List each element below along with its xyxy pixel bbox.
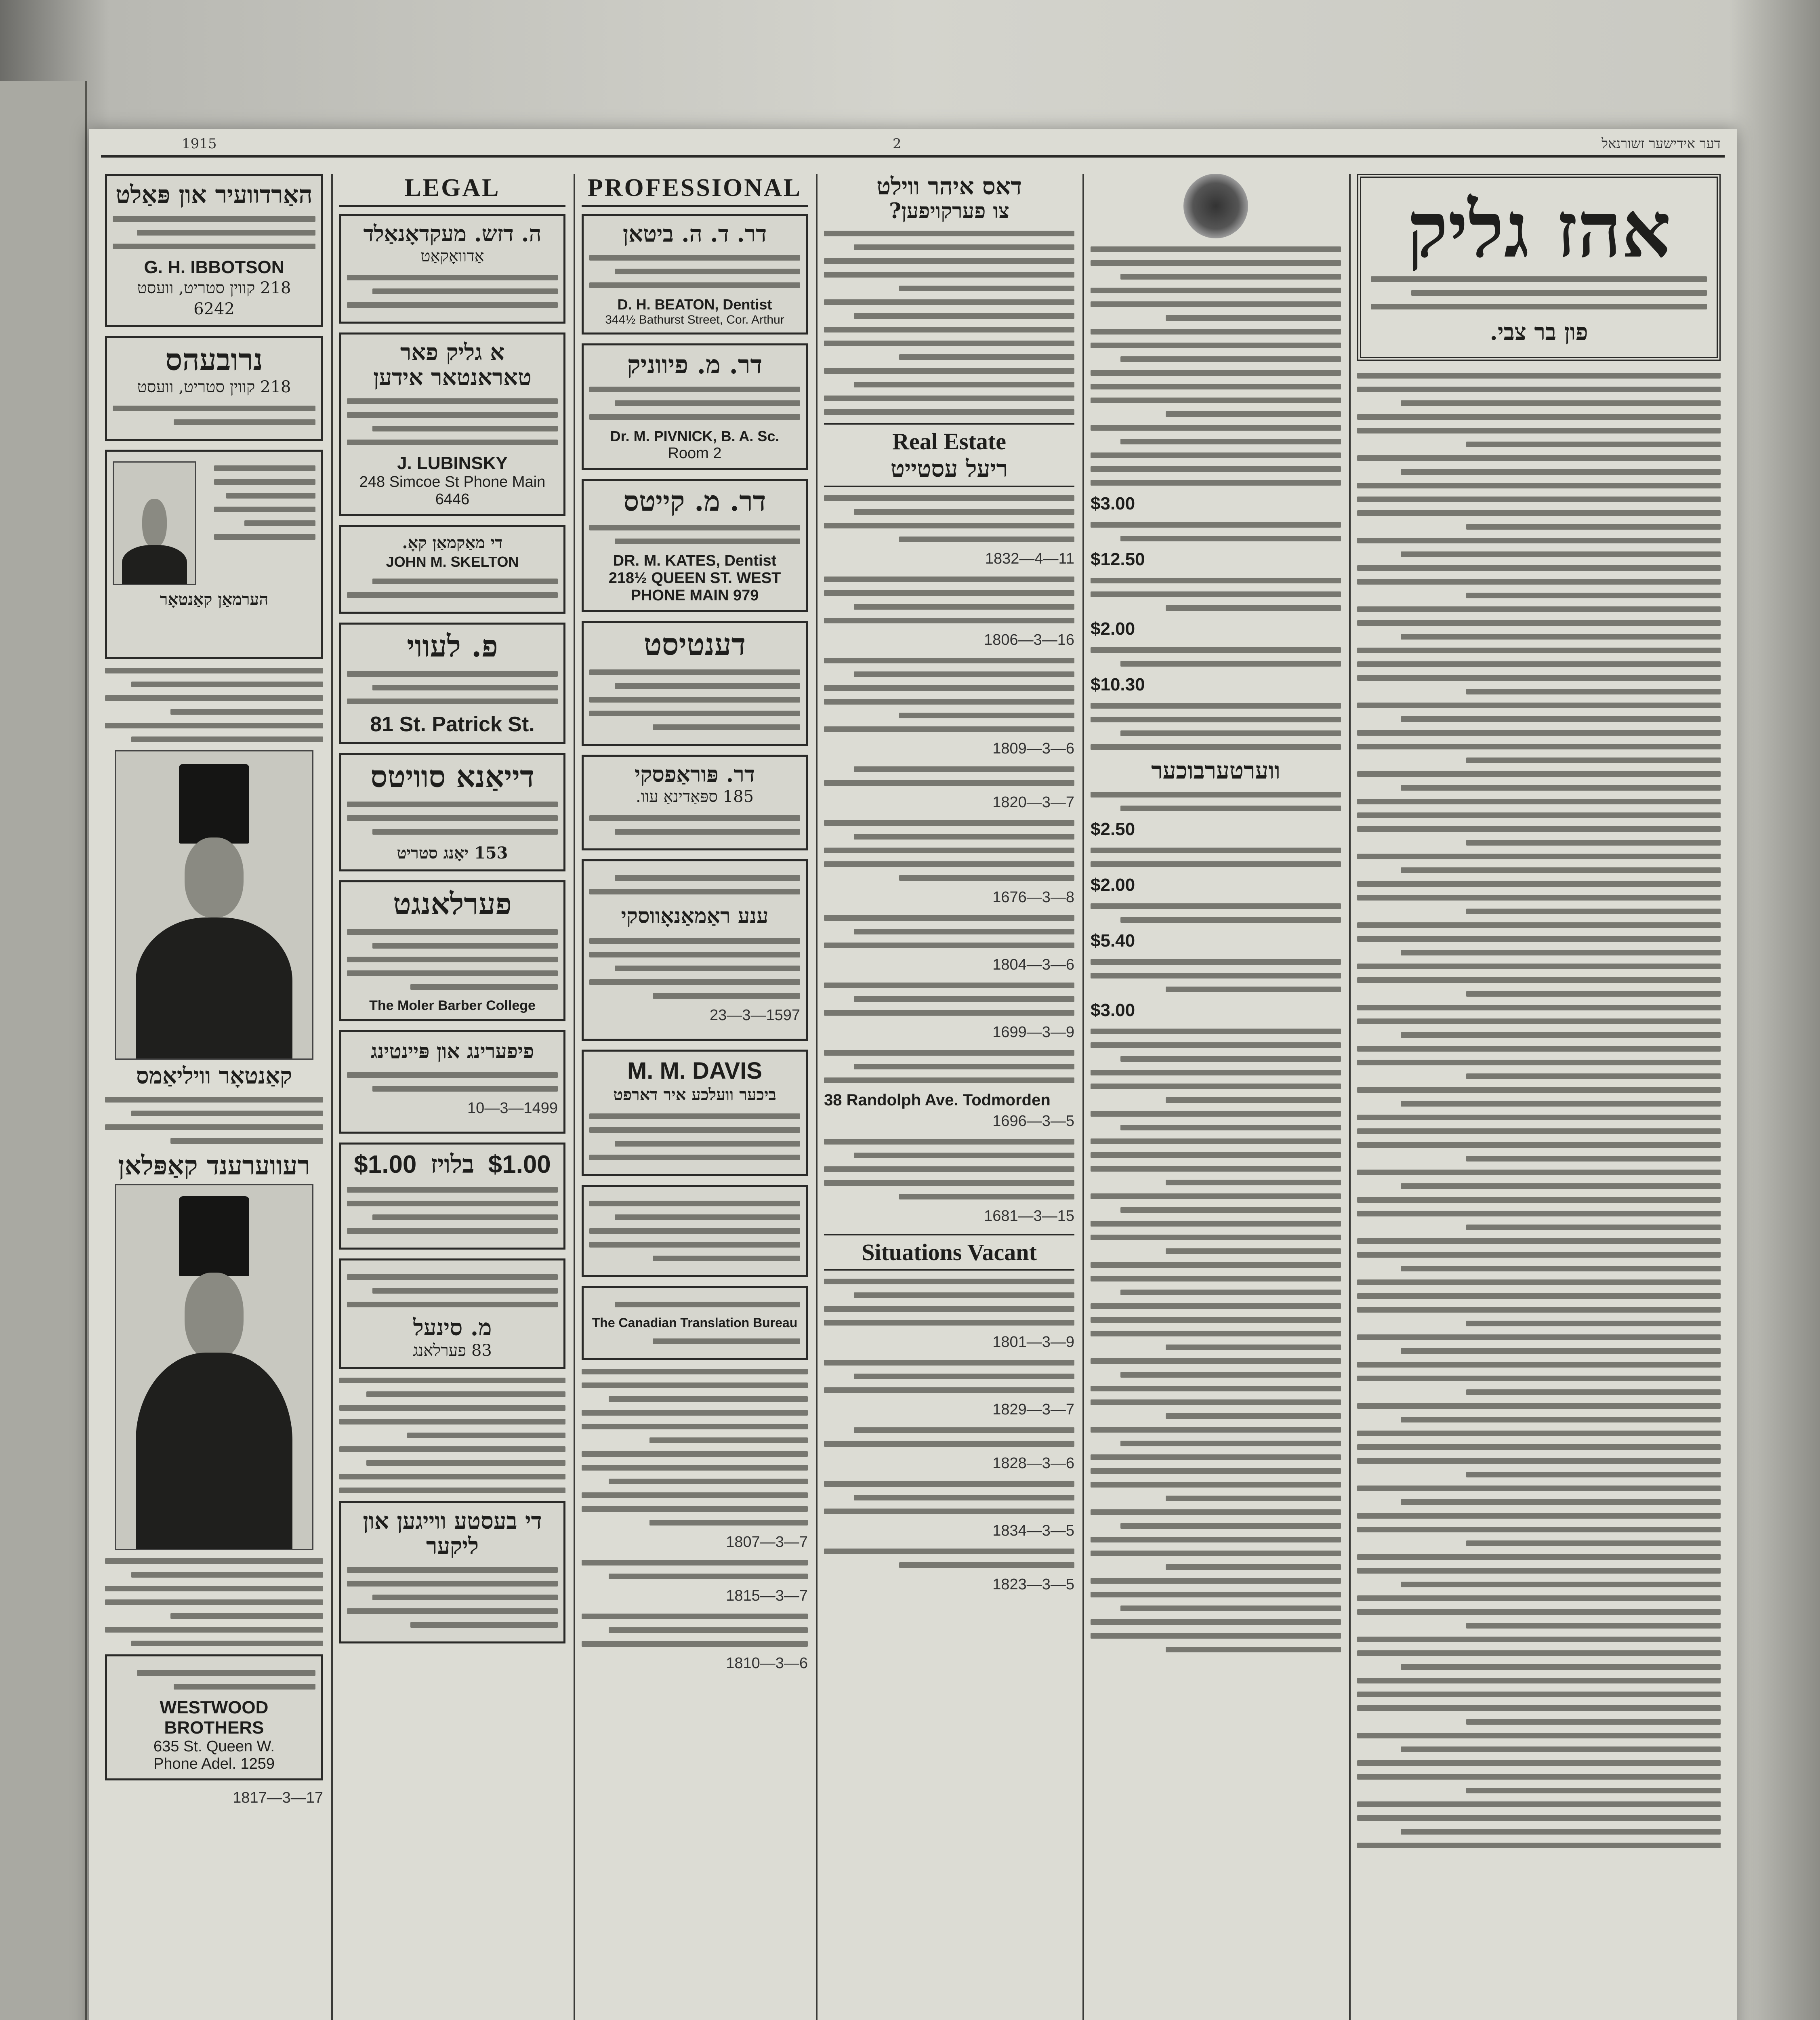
newspaper-page	[89, 129, 1737, 2020]
ad-title: מ. סינעל	[413, 1314, 492, 1341]
ad-notice	[582, 1185, 808, 1277]
ad-wine-liquor	[339, 1501, 565, 1643]
column-3	[582, 174, 808, 2020]
price: $2.00	[1091, 875, 1135, 895]
ad-beaton	[582, 214, 808, 335]
ad-title: האַרדוועיר און פּאַלט	[116, 181, 313, 209]
ad-serial: 1676—3—8	[992, 888, 1074, 906]
price: $5.40	[1091, 930, 1135, 951]
ad-address: 248 Simcoe St Phone Main 6446	[359, 473, 546, 508]
ad-address: 153 יאָנג סטריט	[397, 844, 508, 863]
ad-address: 218 קווין סטריט, וועסט	[137, 378, 291, 397]
ad-serial: 1820—3—7	[992, 793, 1074, 811]
price: $12.50	[1091, 549, 1145, 569]
ad-title: בלויז	[430, 1149, 475, 1179]
coat-of-arms-icon	[1183, 174, 1248, 238]
ad-romanovsky	[582, 859, 808, 1041]
ad-title: פיפערינג און פּיינטינג	[370, 1039, 534, 1063]
ad-address: 635 St. Queen W.	[153, 1738, 275, 1755]
ad-serial: 1817—3—17	[233, 1789, 323, 1807]
classifieds-heading: דאס איהר ווילט	[876, 174, 1022, 200]
folio-date: 1915	[182, 136, 217, 152]
ad-porafsky	[582, 755, 808, 850]
section-title-en: Real Estate	[892, 428, 1006, 455]
ad-westwood	[105, 1654, 323, 1780]
ad-lubinsky	[339, 332, 565, 516]
ad-serial: 1810—3—6	[726, 1654, 808, 1672]
ad-title: דר. פּוראַפסקי	[635, 761, 755, 787]
ad-title: ה. דזש. מעקדאָנאַלד	[363, 221, 542, 246]
column-2	[339, 174, 565, 2020]
ad-pivnick	[582, 343, 808, 470]
ad-address: 218 קווין סטריט, וועסט	[137, 279, 291, 297]
ad-hardware	[105, 174, 323, 327]
column-rule	[331, 174, 333, 2020]
ad-serial: 1807—3—7	[726, 1533, 808, 1551]
reverend-portrait	[115, 1184, 313, 1550]
ad-levy	[339, 623, 565, 744]
column-4-classifieds	[824, 174, 1074, 2020]
ad-address: 81 St. Patrick St.	[370, 712, 535, 736]
dictionary-section-heading: ווערטערבוכער	[1151, 757, 1280, 784]
ad-title: פ. לעווי	[407, 629, 498, 664]
ad-name: D. H. BEATON, Dentist	[617, 296, 772, 313]
ad-sub: ביכער וועלכע איר דארפט	[613, 1085, 776, 1104]
column-rule	[1082, 174, 1084, 2020]
cantor-name: קאַנטאָר וויליאַמס	[136, 1063, 292, 1090]
ad-title: פערלאנגט	[393, 887, 512, 922]
price: $1.00	[354, 1150, 417, 1178]
ad-name: The Canadian Translation Bureau	[592, 1315, 798, 1330]
ad-serial: 1499—3—10	[467, 1099, 558, 1117]
ad-name: WESTWOOD BROTHERS	[160, 1698, 269, 1738]
ad-phone: PHONE MAIN 979	[630, 587, 759, 604]
ad-title: א גליק פאר טאראנטאר אידען	[373, 339, 532, 391]
ad-title: דענטיסט	[643, 627, 746, 662]
section-title-he: ריעל עסטייט	[890, 455, 1008, 482]
feature-title-box	[1357, 174, 1721, 361]
real-estate-header	[824, 423, 1074, 487]
section-header-professional: PROFESSIONAL	[582, 174, 808, 207]
ad-address: 38 Randolph Ave. Todmorden	[824, 1091, 1051, 1109]
ad-name: JOHN M. SKELTON	[386, 553, 519, 570]
adjacent-page-strip	[0, 81, 87, 2020]
price: $1.00	[488, 1150, 551, 1178]
ad-serial: 1823—3—5	[992, 1576, 1074, 1593]
portrait-photo	[113, 461, 196, 585]
ad-serial: 1815—3—7	[726, 1587, 808, 1604]
ad-address: 218½ QUEEN ST. WEST	[608, 569, 781, 587]
ad-serial: 1699—3—9	[992, 1023, 1074, 1041]
ad-serial: 1597—3—23	[710, 1006, 800, 1024]
price: $3.00	[1091, 494, 1135, 513]
section-header-legal: LEGAL	[339, 174, 565, 207]
price: $10.30	[1091, 675, 1145, 694]
ad-diana-sweets	[339, 753, 565, 871]
ad-title: דר. מ. פיווניק	[627, 349, 763, 379]
ad-macdonald	[339, 214, 565, 324]
ad-title: נרובעהס	[165, 343, 263, 377]
top-rule	[101, 155, 1725, 158]
ad-name: DR. M. KATES, Dentist	[613, 552, 777, 569]
ad-title: דר. מ. קייטס	[623, 485, 766, 518]
folio-page-number: 2	[893, 136, 902, 152]
cantor-portrait-large	[115, 750, 313, 1060]
ad-title: דייאַנא סוויטס	[370, 759, 534, 794]
ad-name: G. H. IBBOTSON	[144, 257, 284, 277]
ad-davis	[582, 1050, 808, 1176]
ad-name: J. LUBINSKY	[397, 453, 508, 473]
ad-phone: 6242	[193, 300, 235, 318]
feature-body	[1357, 373, 1721, 1848]
ad-title: הערמאַן קאַנטאָר	[160, 590, 269, 609]
reverend-name: רעווערענד קאַפּלאן	[118, 1150, 310, 1181]
ad-translation-bureau	[582, 1286, 808, 1360]
ad-serial: 1832—4—11	[985, 550, 1074, 567]
ad-title: די מאַקמאַן קאָ.	[402, 533, 503, 552]
ad-phone: Phone Adel. 1259	[153, 1755, 275, 1773]
price: $2.00	[1091, 619, 1135, 639]
classifieds-subheading: צו פערקויפען?	[889, 198, 1010, 223]
ad-name: Dr. M. PIVNICK, B. A. Sc.	[610, 427, 780, 444]
ad-sub: אַדוואָקאַט	[420, 247, 484, 266]
ad-title: ענע ראַמאַנאָווסקי	[621, 904, 769, 929]
ad-skelton	[339, 525, 565, 614]
ad-cantor-portrait-small	[105, 450, 323, 659]
text-block	[105, 668, 323, 742]
ad-wanted	[339, 880, 565, 1021]
feature-title: אהז גליק	[1407, 185, 1671, 275]
ad-serial: 1809—3—6	[992, 740, 1074, 757]
ad-nrubehs	[105, 336, 323, 441]
ad-address: 344½ Bathurst Street, Cor. Arthur	[605, 313, 784, 326]
situations-vacant-header: Situations Vacant	[824, 1234, 1074, 1271]
column-rule	[816, 174, 818, 2020]
ad-serial: 1681—3—15	[984, 1207, 1074, 1225]
ad-name: The Moler Barber College	[369, 997, 536, 1013]
price: $3.00	[1091, 1000, 1135, 1020]
ad-sub: 185 ספּאַדינאַ עוו.	[635, 787, 754, 806]
ad-serial: 1829—3—7	[992, 1401, 1074, 1418]
ad-serial: 1804—3—6	[992, 956, 1074, 973]
ad-serial: 1834—3—5	[992, 1522, 1074, 1539]
ad-serial: 1696—3—5	[992, 1112, 1074, 1130]
page-folio	[89, 136, 1737, 154]
ad-sinel	[339, 1258, 565, 1369]
ad-title: דר. ד. ה. ביטאן	[622, 221, 767, 247]
ad-subscription	[339, 1143, 565, 1250]
ad-name: M. M. DAVIS	[627, 1057, 763, 1084]
ad-serial: 1828—3—6	[992, 1454, 1074, 1472]
price: $2.50	[1091, 819, 1135, 839]
feature-byline: פון בר צבי.	[1490, 319, 1588, 345]
ad-title: די בעסטע ווייגען און ליקער	[363, 1508, 542, 1559]
column-5	[1091, 174, 1341, 2020]
ad-kates	[582, 479, 808, 612]
ad-sub: 83 פערלאנג	[413, 1341, 492, 1360]
column-rule	[1349, 174, 1351, 2020]
ad-serial: 1806—3—16	[984, 631, 1074, 648]
folio-paper-name: דער אידישער זשורנאל	[1601, 136, 1721, 152]
ad-painting	[339, 1030, 565, 1134]
ad-dentist	[582, 621, 808, 746]
ad-serial: 1801—3—9	[992, 1333, 1074, 1351]
ad-room: Room 2	[668, 444, 722, 462]
column-1	[105, 174, 323, 2020]
column-rule	[574, 174, 575, 2020]
column-6-feature	[1357, 174, 1721, 2020]
